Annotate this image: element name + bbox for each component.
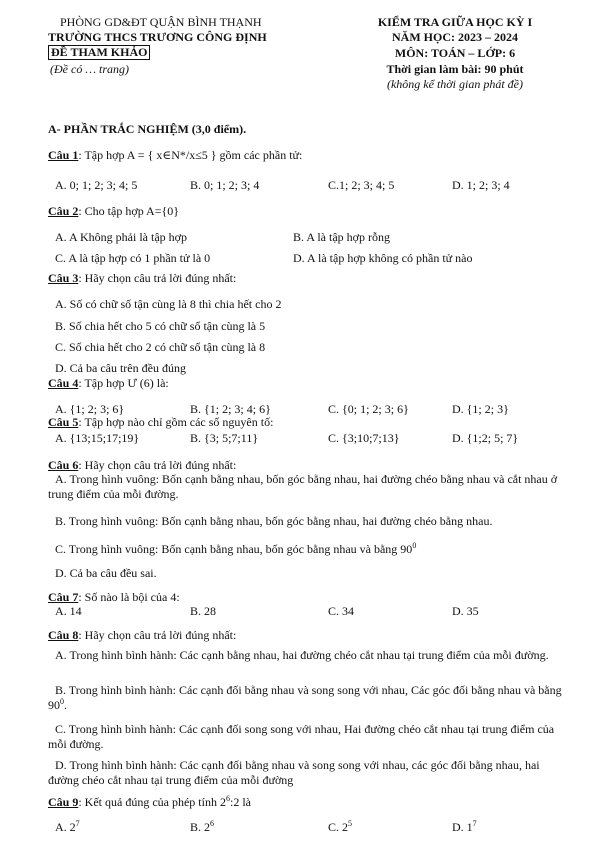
question-label: Câu 9: [48, 795, 79, 809]
q9-option-b-exp: 6: [210, 819, 215, 828]
q6-option-d: D. Cả ba câu đều sai.: [55, 566, 157, 580]
q9-option-d-base: D. 1: [452, 820, 473, 834]
q2-option-b: B. A là tập hợp rỗng: [293, 230, 391, 244]
header-duration-note: (không kể thời gian phát đề): [386, 77, 524, 91]
q6-option-a: A. Trong hình vuông: Bốn cạnh bằng nhau, bốn góc bằng nhau, hai đường chéo bằng nhau và cắt nhau ở trung điểm của mỗi đường.: [48, 472, 558, 501]
header-subject: MÔN: TOÁN – LỚP: 6: [394, 46, 516, 60]
question-4: [48, 376, 169, 391]
header-school-year: NĂM HỌC: 2023 – 2024: [392, 30, 518, 44]
q9-option-c-base: C. 2: [328, 820, 349, 834]
header-page-count: (Đề có … trang): [50, 62, 129, 76]
q9-option-c: [328, 820, 352, 835]
q8-option-b-tail: .: [64, 698, 67, 712]
q9-option-a: [55, 820, 80, 835]
section-title: A- PHẦN TRẮC NGHIỆM (3,0 điểm).: [48, 122, 247, 136]
q6-option-b: B. Trong hình vuông: Bốn cạnh bằng nhau, bốn góc bằng nhau, hai đường chéo bằng nhau.: [55, 514, 493, 528]
q7-option-b: B. 28: [190, 604, 217, 618]
header-duration: Thời gian làm bài: 90 phút: [386, 62, 524, 76]
question-label: Câu 5: [48, 415, 79, 429]
q3-option-c: C. Số chia hết cho 2 có chữ số tận cùng là 8: [55, 340, 266, 354]
q9-option-d-exp: 7: [472, 819, 477, 828]
question-label: Câu 8: [48, 628, 79, 642]
q4-option-d: D. {1; 2; 3}: [452, 402, 509, 416]
question-prompt: : Tập hợp Ư (6) là:: [78, 376, 169, 390]
q3-option-b: B. Số chia hết cho 5 có chữ số tận cùng là 5: [55, 319, 266, 333]
q9-option-a-base: A. 2: [55, 820, 76, 834]
q5-option-c: C. {3;10;7;13}: [328, 431, 400, 445]
q6-option-c-text: C. Trong hình vuông: Bốn cạnh bằng nhau, bốn góc bằng nhau và bằng 90: [55, 542, 413, 556]
q8-option-c: C. Trong hình bình hành: Các cạnh đối song song với nhau, Hai đường chéo cắt nhau tại trung điểm của mỗi đường.: [48, 722, 555, 751]
q6-option-c: [55, 542, 416, 557]
question-3: [48, 271, 236, 286]
q1-option-a: A. 0; 1; 2; 3; 4; 5: [55, 178, 138, 192]
q1-option-b: B. 0; 1; 2; 3; 4: [190, 178, 260, 192]
q2-option-c: C. A là tập hợp có 1 phần tử là 0: [55, 251, 211, 265]
question-label: Câu 3: [48, 271, 79, 285]
question-prompt-exponent: 6: [225, 794, 230, 803]
header-department: PHÒNG GD&ĐT QUẬN BÌNH THẠNH: [60, 15, 262, 29]
question-6: [48, 458, 236, 473]
q2-option-a: A. A Không phải là tập hợp: [55, 230, 187, 244]
question-prompt: : Hãy chọn câu trả lời đúng nhất:: [78, 458, 237, 472]
question-prompt: : Tập hợp nào chỉ gồm các số nguyên tố:: [78, 415, 274, 429]
q4-option-a: A. {1; 2; 3; 6}: [55, 402, 125, 416]
q8-option-a: A. Trong hình bình hành: Các cạnh bằng nhau, hai đường chéo cắt nhau tại trung điểm của mỗi đường.: [55, 648, 549, 662]
question-prompt: : Cho tập hợp A={0}: [78, 204, 179, 218]
q9-option-b: [190, 820, 214, 835]
q5-option-b: B. {3; 5;7;11}: [190, 431, 259, 445]
q9-option-d: [452, 820, 477, 835]
question-2: [48, 204, 179, 219]
q7-option-a: A. 14: [55, 604, 82, 618]
question-prompt: : Số nào là bội của 4:: [78, 590, 180, 604]
q6-option-c-degree: 0: [412, 541, 417, 550]
question-label: Câu 7: [48, 590, 79, 604]
question-label: Câu 2: [48, 204, 79, 218]
q7-option-c: C. 34: [328, 604, 355, 618]
q8-option-b: [48, 683, 573, 713]
q4-option-b: B. {1; 2; 3; 4; 6}: [190, 402, 271, 416]
q8-option-b-degree: 0: [60, 697, 64, 706]
question-label: Câu 6: [48, 458, 79, 472]
q9-option-c-exp: 5: [348, 819, 353, 828]
header-exam-title: KIỂM TRA GIỮA HỌC KỲ I: [377, 15, 533, 29]
question-9: [48, 795, 251, 810]
question-5: [48, 415, 273, 430]
question-label: Câu 4: [48, 376, 79, 390]
question-1: [48, 148, 302, 163]
q9-option-a-exp: 7: [75, 819, 80, 828]
header-exam-type: ĐỀ THAM KHẢO: [48, 45, 150, 60]
question-prompt: : Hãy chọn câu trả lời đúng nhất:: [78, 628, 237, 642]
question-prompt: : Hãy chọn câu trả lời đúng nhất:: [78, 271, 237, 285]
question-prompt-pre: : Kết quả đúng của phép tính 2: [78, 795, 226, 809]
question-7: [48, 590, 180, 605]
q5-option-d: D. {1;2; 5; 7}: [452, 431, 519, 445]
q7-option-d: D. 35: [452, 604, 479, 618]
question-label: Câu 1: [48, 148, 79, 162]
header-school: TRƯỜNG THCS TRƯƠNG CÔNG ĐỊNH: [48, 30, 267, 44]
q1-option-d: D. 1; 2; 3; 4: [452, 178, 510, 192]
q9-option-b-base: B. 2: [190, 820, 211, 834]
q8-option-d: D. Trong hình bình hành: Các cạnh đối bằng nhau và song song với nhau, các góc đối bằng nhau, hai đường chéo cắt nhau tại trung điểm của mỗi đường: [48, 758, 540, 787]
q2-option-d: D. A là tập hợp không có phần tử nào: [293, 251, 473, 265]
question-prompt-post: :2 là: [229, 795, 251, 809]
question-prompt: : Tập hợp A = { x∈N*/x≤5 } gồm các phần tử:: [78, 148, 303, 162]
q4-option-c: C. {0; 1; 2; 3; 6}: [328, 402, 409, 416]
question-8: [48, 628, 236, 643]
q1-option-c: C.1; 2; 3; 4; 5: [328, 178, 395, 192]
q8-option-b-text: B. Trong hình bình hành: Các cạnh đối bằng nhau và song song với nhau, Các góc đối bằng nhau và bằng 90: [48, 683, 562, 712]
q3-option-a: A. Số có chữ số tận cùng là 8 thì chia hết cho 2: [55, 297, 282, 311]
q5-option-a: A. {13;15;17;19}: [55, 431, 140, 445]
q3-option-d: D. Cả ba câu trên đều đúng: [55, 361, 186, 375]
